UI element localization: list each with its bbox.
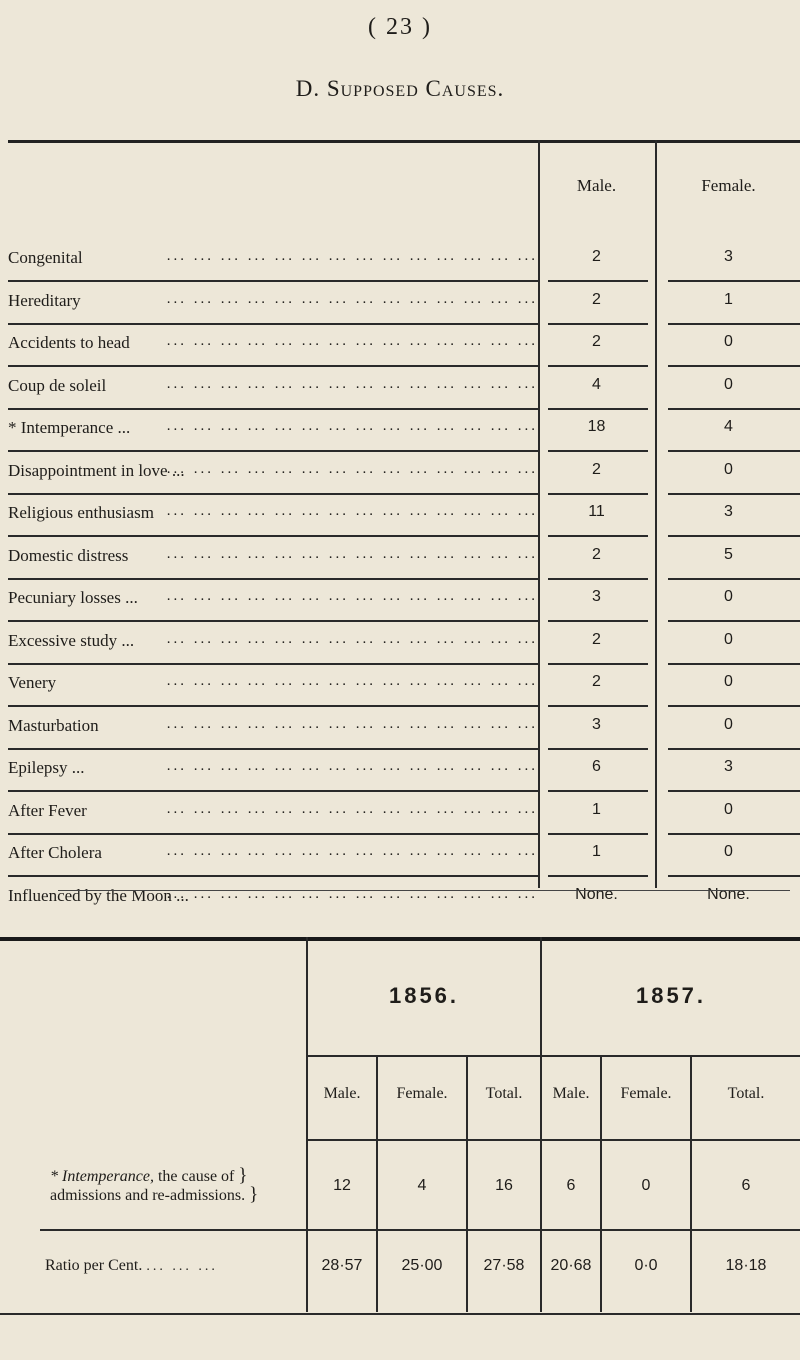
section-title-text: Supposed Causes.	[326, 76, 505, 101]
ratio-value: 25·00	[401, 1257, 443, 1274]
female-value: 0	[724, 843, 733, 860]
admissions-label-rest: the cause of	[153, 1168, 235, 1185]
table-row	[8, 580, 800, 622]
table-row	[8, 410, 800, 452]
year-1857-header: 1857.	[635, 983, 707, 1008]
male-value: 2	[592, 290, 601, 308]
table-row	[8, 538, 800, 580]
intemperance-label: * Intemperance,	[50, 1168, 154, 1185]
female-value: 1	[724, 290, 733, 308]
cause-label: Disappointment in love ...	[8, 460, 185, 480]
section-title	[0, 76, 800, 102]
cause-label: Venery	[8, 673, 57, 692]
admissions-value: 16	[495, 1177, 513, 1194]
male-value: 3	[592, 588, 601, 605]
cause-label: Masturbation	[8, 715, 99, 735]
leader-dots: ... ... ... ... ... ... ... ... ... ... ... ... ... ...	[166, 375, 538, 392]
table-top-rule	[0, 937, 800, 941]
leader-dots: ... ... ... ... ... ... ... ... ... ... ... ... ... ...	[166, 715, 538, 732]
male-value: 2	[592, 333, 601, 350]
leader-dots: ... ... ... ... ... ... ... ... ... ... ... ... ... ...	[166, 545, 538, 562]
ratio-value: 18·18	[725, 1257, 767, 1274]
sub-column-header: Female.	[620, 1085, 672, 1102]
female-value: 0	[724, 375, 733, 393]
admissions-value: 0	[641, 1177, 651, 1194]
male-value: 4	[592, 375, 601, 393]
table-row	[8, 495, 800, 537]
cause-label: Influenced by the Moon ...	[8, 885, 189, 905]
ratio-value: 28·57	[321, 1257, 363, 1274]
female-value: 3	[724, 758, 733, 775]
cause-label: Hereditary	[8, 290, 81, 310]
table-row	[8, 878, 800, 920]
leader-dots: ... ... ... ... ... ... ... ... ... ... ... ... ... ...	[166, 758, 538, 774]
leader-dots: ... ... ... ... ... ... ... ... ... ... ... ... ... ...	[166, 290, 538, 307]
female-value: 0	[724, 333, 733, 350]
table-row	[8, 453, 800, 495]
male-column-header: Male.	[576, 176, 617, 195]
leader-dots: ... ... ... ... ... ... ... ... ... ... ... ... ... ...	[166, 800, 538, 817]
table-row	[8, 793, 800, 835]
table-row	[8, 835, 800, 877]
male-value: 1	[592, 800, 601, 818]
male-value: None.	[575, 885, 618, 903]
cause-label: Domestic distress	[8, 545, 129, 565]
intemperance-table	[0, 937, 800, 1317]
sub-column-header: Male.	[552, 1085, 590, 1102]
male-value: 6	[592, 758, 601, 775]
female-value: 0	[724, 630, 733, 648]
admissions-label-line2: admissions and re-admissions.	[50, 1187, 246, 1204]
leader-dots: ... ... ... ... ... ... ... ... ... ... ... ... ... ...	[166, 630, 538, 647]
male-value: 2	[592, 545, 601, 563]
ratio-label: Ratio per Cent.	[45, 1257, 143, 1274]
female-value: 3	[724, 503, 733, 520]
table-row	[8, 325, 800, 367]
male-value: 2	[592, 630, 601, 648]
table-bottom-rule	[0, 1313, 800, 1315]
causes-table	[8, 140, 800, 905]
leader-dots: ... ... ... ... ... ... ... ... ... ... ... ... ... ...	[166, 333, 538, 349]
leader-dots: ... ... ... ... ... ... ... ... ... ... ... ... ... ...	[166, 673, 538, 689]
sub-column-header: Female.	[396, 1085, 448, 1102]
ratio-value: 0·0	[634, 1257, 658, 1274]
leader-dots: ... ... ... ... ... ... ... ... ... ... ... ... ... ...	[166, 248, 538, 264]
row-divider	[40, 1229, 800, 1231]
leader-dots: ... ... ... ... ... ... ... ... ... ... ... ... ... ...	[166, 885, 538, 902]
female-value: 3	[724, 248, 733, 265]
female-column-header: Female.	[701, 176, 756, 195]
cause-label: Epilepsy ...	[8, 758, 85, 777]
sub-column-header: Male.	[323, 1085, 361, 1102]
male-value: 2	[592, 673, 601, 690]
female-value: 0	[724, 715, 733, 733]
section-letter: D.	[295, 76, 321, 101]
male-value: 1	[592, 843, 601, 860]
leader-dots: ... ... ... ... ... ... ... ... ... ... ... ... ... ...	[166, 418, 538, 434]
cause-label: Congenital	[8, 248, 83, 267]
table-row	[8, 708, 800, 750]
admissions-row-label: * Intemperance, the cause of } admissions and re-admissions. }	[50, 1165, 259, 1205]
admissions-value: 6	[566, 1177, 576, 1194]
female-value: 5	[724, 545, 733, 563]
table-row	[8, 368, 800, 410]
leader-dots: ... ... ... ... ... ... ... ... ... ... ... ... ... ...	[166, 843, 538, 859]
cause-label: Coup de soleil	[8, 375, 107, 395]
female-value: None.	[707, 885, 750, 903]
ratio-row-label: Ratio per Cent. ... ... ...	[45, 1257, 218, 1274]
row-divider	[308, 1139, 800, 1141]
sub-column-header: Total.	[485, 1085, 523, 1102]
female-value: 0	[724, 588, 733, 605]
male-value: 2	[592, 460, 601, 478]
row-divider	[542, 1055, 800, 1057]
male-value: 2	[592, 248, 601, 265]
page-number: ( 23 )	[368, 14, 432, 40]
table-row	[8, 750, 800, 792]
female-value: 0	[724, 673, 733, 690]
cause-label: Pecuniary losses ...	[8, 588, 138, 607]
row-divider	[308, 1055, 540, 1057]
leader-dots: ... ... ... ... ... ... ... ... ... ... ... ... ... ...	[166, 460, 538, 477]
male-value: 3	[592, 715, 601, 733]
table-row	[8, 623, 800, 665]
admissions-value: 6	[741, 1177, 751, 1194]
table-row	[8, 240, 800, 282]
cause-label: Accidents to head	[8, 333, 130, 352]
cause-label: * Intemperance ...	[8, 418, 131, 437]
female-value: 0	[724, 800, 733, 818]
male-value: 18	[587, 418, 606, 435]
table-row	[8, 665, 800, 707]
leader-dots: ... ... ... ... ... ... ... ... ... ... ... ... ... ...	[166, 588, 538, 604]
table-top-rule	[8, 140, 800, 143]
year-1856-header: 1856.	[388, 983, 460, 1008]
cause-label: Religious enthusiasm	[8, 503, 154, 522]
admissions-value: 4	[417, 1177, 427, 1194]
ratio-value: 27·58	[483, 1257, 525, 1274]
table-bottom-rule	[58, 890, 790, 891]
table-row	[8, 283, 800, 325]
female-value: 0	[724, 460, 733, 478]
female-value: 4	[724, 418, 733, 435]
leader-dots: ... ... ... ... ... ... ... ... ... ... ... ... ... ...	[166, 503, 538, 519]
cause-label: After Cholera	[8, 843, 102, 862]
admissions-value: 12	[333, 1177, 351, 1194]
sub-column-header: Total.	[727, 1085, 765, 1102]
cause-label: Excessive study ...	[8, 630, 135, 650]
ratio-value: 20·68	[550, 1257, 592, 1274]
male-value: 11	[588, 503, 605, 520]
cause-label: After Fever	[8, 800, 87, 820]
